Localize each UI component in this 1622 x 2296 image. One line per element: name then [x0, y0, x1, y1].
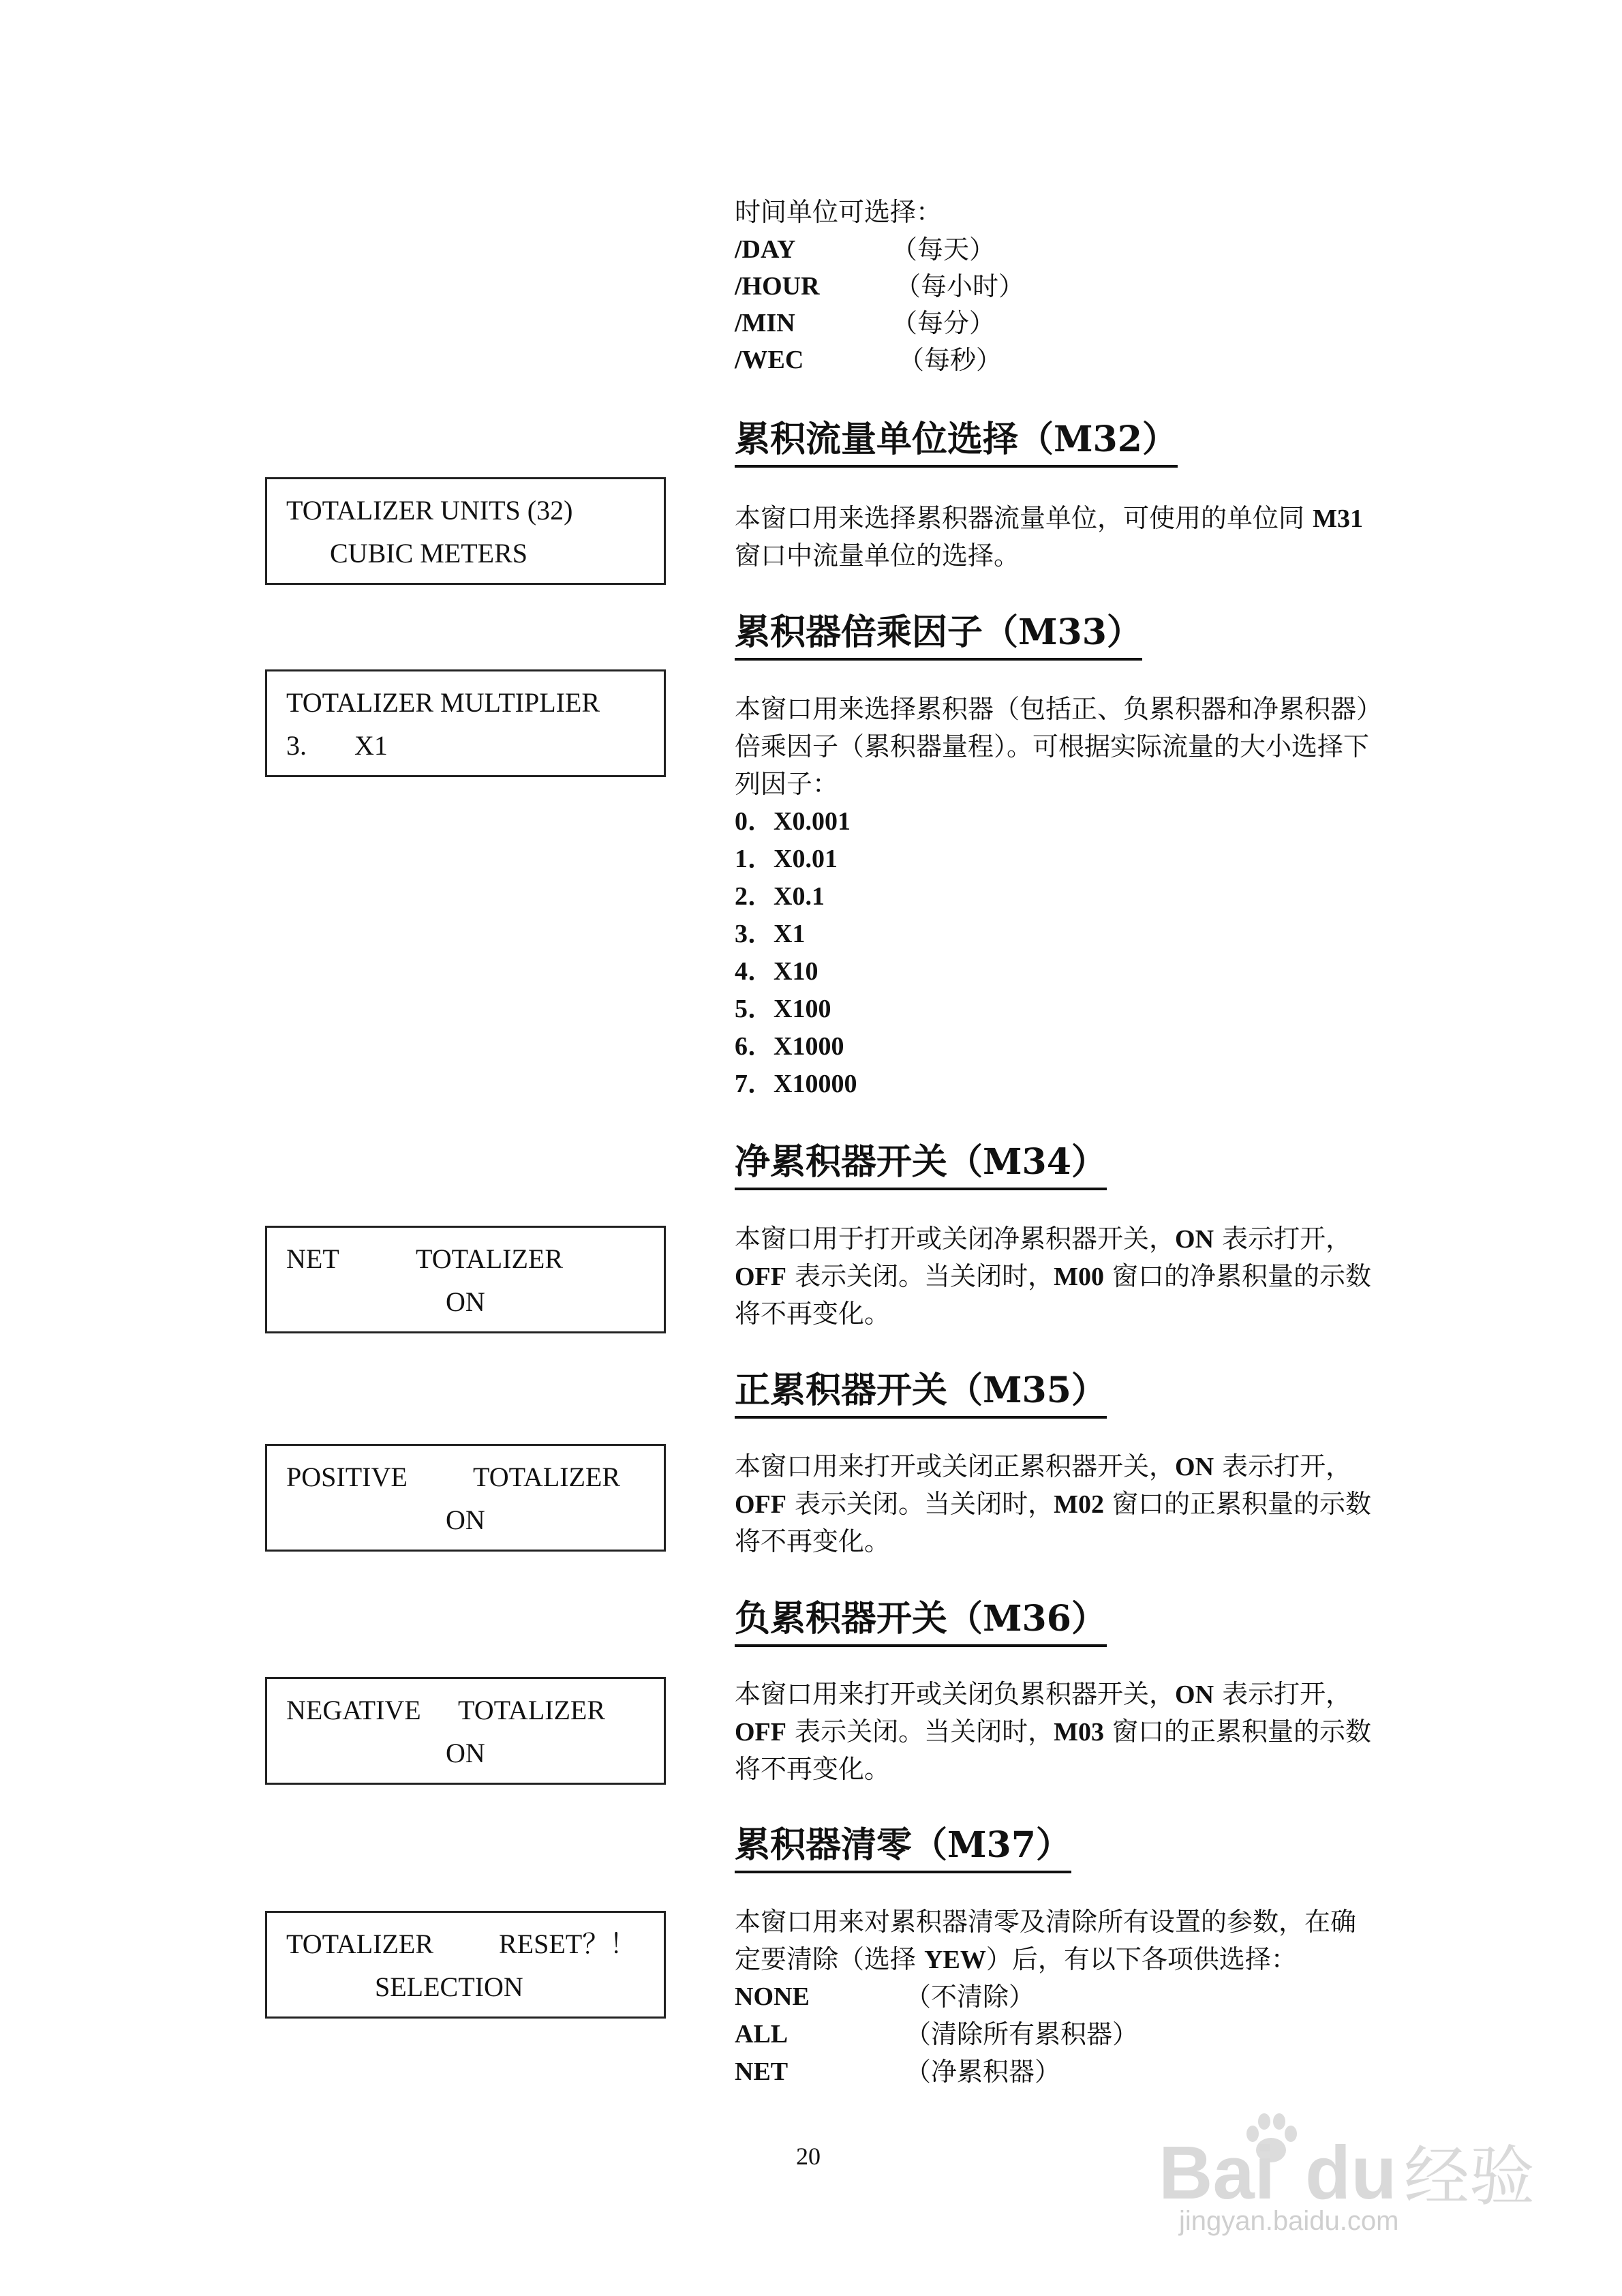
m37-description: [735, 1903, 1430, 1978]
display-label: TOTALIZER: [416, 1243, 564, 1274]
watermark-brand-2: du: [1305, 2131, 1397, 2215]
display-label: NET: [286, 1243, 339, 1274]
desc-text: 窗口中流量单位的选择。: [735, 541, 1020, 571]
list-item: 6．X1000: [735, 1032, 844, 1061]
list-item: [735, 305, 1212, 342]
display-label: RESET？！: [499, 1929, 637, 1959]
list-item: [735, 342, 1212, 378]
list-item: 0．X0.001: [735, 807, 851, 836]
m32-heading: 累积流量单位选择（M32）: [735, 416, 1178, 468]
list-item: [735, 231, 1212, 268]
watermark-brand: Bai: [1159, 2131, 1276, 2215]
m33-description: [735, 691, 1430, 803]
list-item: 7．X10000: [735, 1070, 857, 1098]
window-ref: M02: [1054, 1490, 1104, 1519]
display-label: TOTALIZER: [473, 1462, 621, 1492]
desc-text: 表示关闭。当关闭时，: [786, 1261, 1054, 1291]
m33-factor-list: [735, 803, 857, 1103]
display-state: ON: [446, 1286, 485, 1317]
display-state: ON: [446, 1738, 485, 1768]
desc-text: 本窗口用来打开或关闭负累积器开关，: [735, 1679, 1176, 1709]
keyword: ON: [1175, 1225, 1214, 1254]
desc-text: 本窗口用来对累积器清零及清除所有设置的参数，在确: [735, 1907, 1357, 1937]
unit-desc: （每秒）: [898, 345, 1003, 375]
m36-description: [735, 1676, 1430, 1788]
m35-display: [265, 1444, 666, 1552]
display-label: TOTALIZER: [458, 1695, 606, 1725]
m34-description: [735, 1220, 1430, 1333]
option-code: NONE: [735, 1982, 810, 2011]
unit-code: /MIN: [735, 309, 795, 337]
m34-heading: 净累积器开关（M34）: [735, 1138, 1107, 1190]
display-line-2: CUBIC METERS: [330, 538, 528, 569]
display-index: 3.: [286, 730, 307, 761]
window-ref: M31: [1313, 504, 1363, 533]
display-state: SELECTION: [375, 1972, 523, 2002]
m37-option-list: [735, 1978, 1212, 2091]
desc-text: 表示关闭。当关闭时，: [786, 1717, 1054, 1747]
desc-text: 窗口的正累积量的示数: [1103, 1489, 1372, 1519]
unit-desc: （每天）: [891, 235, 996, 265]
page-number: 20: [796, 2143, 821, 2170]
display-line-1: TOTALIZER MULTIPLIER: [286, 687, 600, 718]
desc-text: 本窗口用于打开或关闭净累积器开关，: [735, 1224, 1176, 1254]
time-units-intro: 时间单位可选择：: [735, 197, 943, 227]
desc-text: 本窗口用来打开或关闭正累积器开关，: [735, 1451, 1176, 1481]
m35-description: [735, 1448, 1430, 1560]
window-ref: M03: [1054, 1718, 1104, 1747]
keyword: ON: [1175, 1680, 1214, 1709]
keyword: OFF: [735, 1718, 786, 1747]
list-item: 5．X100: [735, 995, 831, 1023]
list-item: [735, 2016, 1212, 2053]
m33-display: [265, 669, 666, 777]
watermark-url: jingyan.baidu.com: [1179, 2206, 1399, 2236]
unit-code: /HOUR: [735, 272, 820, 301]
unit-code: /WEC: [735, 346, 804, 374]
display-label: POSITIVE: [286, 1462, 408, 1492]
desc-text: 将不再变化。: [735, 1299, 891, 1329]
unit-desc: （每小时）: [895, 271, 1025, 301]
m37-heading: 累积器清零（M37）: [735, 1822, 1071, 1873]
watermark-label: 经验: [1404, 2139, 1535, 2215]
keyword: ON: [1175, 1453, 1214, 1481]
display-state: ON: [446, 1505, 485, 1535]
display-label: NEGATIVE: [286, 1695, 421, 1725]
desc-text: 表示打开，: [1214, 1679, 1352, 1709]
desc-text: 窗口的正累积量的示数: [1103, 1717, 1372, 1747]
time-units-list: [735, 231, 1212, 381]
desc-text: 本窗口用来选择累积器流量单位，可使用的单位同: [735, 503, 1313, 533]
desc-text: 窗口的净累积量的示数: [1103, 1261, 1372, 1291]
option-code: ALL: [735, 2020, 789, 2049]
list-item: 1．X0.01: [735, 845, 838, 873]
list-item: 2．X0.1: [735, 882, 825, 911]
window-ref: M00: [1054, 1263, 1104, 1291]
watermark: [1159, 2112, 1567, 2235]
option-desc: （净累积器）: [905, 2057, 1061, 2087]
option-desc: （清除所有累积器）: [905, 2019, 1139, 2049]
list-item: [735, 1978, 1212, 2016]
m37-display: [265, 1911, 666, 2019]
desc-text: 本窗口用来选择累积器（包括正、负累积器和净累积器）: [735, 694, 1383, 724]
desc-text: 表示关闭。当关闭时，: [786, 1489, 1054, 1519]
desc-text: ）后，有以下各项供选择：: [985, 1944, 1297, 1974]
m35-heading: 正累积器开关（M35）: [735, 1367, 1107, 1419]
m36-heading: 负累积器开关（M36）: [735, 1595, 1107, 1647]
keyword: OFF: [735, 1490, 786, 1519]
desc-text: 定要清除（选择: [735, 1944, 925, 1974]
display-label: TOTALIZER: [286, 1929, 434, 1959]
display-value: X1: [354, 730, 388, 761]
unit-code: /DAY: [735, 235, 796, 264]
list-item: 4．X10: [735, 957, 818, 986]
list-item: 3．X1: [735, 920, 806, 948]
desc-text: 倍乘因子（累积器量程）。可根据实际流量的大小选择下: [735, 731, 1370, 761]
option-desc: （不清除）: [905, 1982, 1035, 2012]
keyword: OFF: [735, 1263, 786, 1291]
desc-text: 表示打开，: [1214, 1224, 1352, 1254]
list-item: [735, 268, 1212, 305]
m32-description: [735, 500, 1430, 575]
option-code: NET: [735, 2057, 789, 2086]
desc-text: 列因子：: [735, 769, 839, 799]
desc-text: 将不再变化。: [735, 1754, 891, 1784]
m34-display: [265, 1226, 666, 1333]
keyword: YEW: [924, 1946, 986, 1974]
m36-display: [265, 1677, 666, 1785]
list-item: [735, 2053, 1212, 2091]
display-line-1: TOTALIZER UNITS (32): [286, 495, 573, 526]
m32-display: [265, 477, 666, 585]
m33-heading: 累积器倍乘因子（M33）: [735, 609, 1142, 661]
desc-text: 将不再变化。: [735, 1526, 891, 1556]
desc-text: 表示打开，: [1214, 1451, 1352, 1481]
unit-desc: （每分）: [891, 308, 996, 338]
